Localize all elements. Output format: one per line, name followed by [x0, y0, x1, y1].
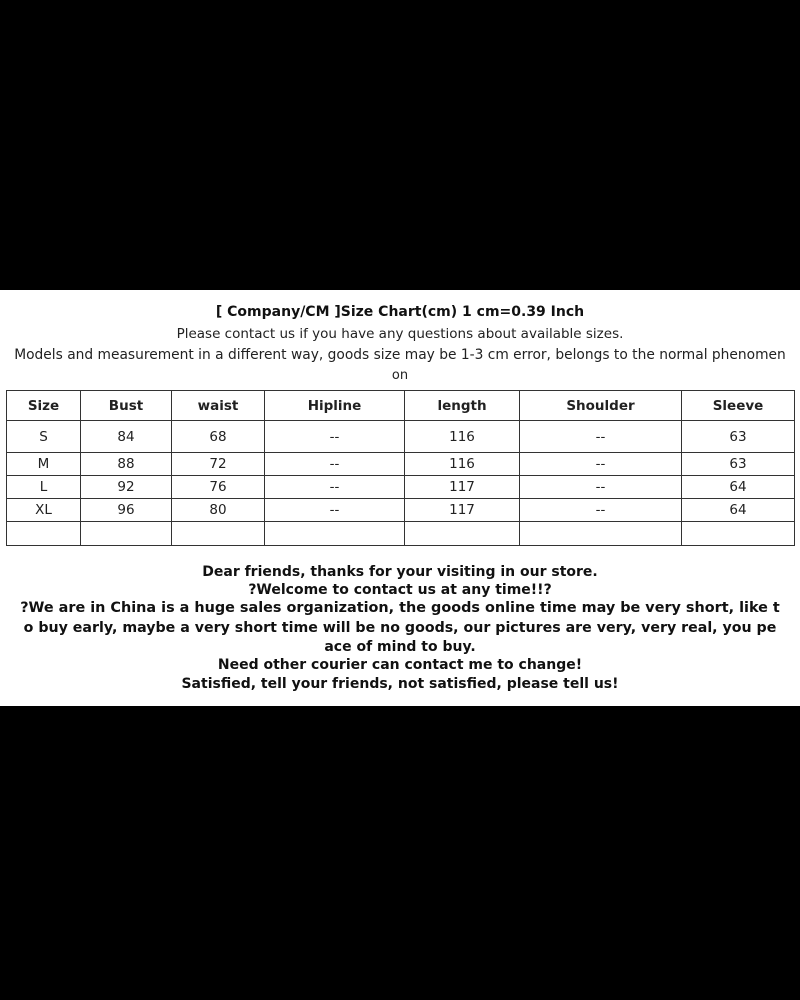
table-cell: 116	[405, 421, 520, 453]
table-cell-empty	[81, 522, 172, 546]
table-cell: S	[7, 421, 81, 453]
footer-notice-line: ace of mind to buy.	[324, 639, 476, 655]
table-cell: --	[265, 421, 405, 453]
size-chart-title: [ Company/CM ]Size Chart(cm) 1 cm=0.39 Inch	[215, 304, 585, 320]
table-cell: L	[7, 476, 81, 499]
footer-satisfaction-note: Satisfied, tell your friends, not satisfied, please tell us!	[181, 676, 619, 692]
table-row	[7, 421, 795, 453]
table-cell: 63	[682, 453, 795, 476]
table-cell: XL	[7, 499, 81, 522]
table-cell: --	[520, 476, 682, 499]
table-row	[7, 499, 795, 522]
table-cell: 63	[682, 421, 795, 453]
table-cell: 72	[172, 453, 265, 476]
table-cell: --	[520, 499, 682, 522]
table-cell: 84	[81, 421, 172, 453]
table-cell: --	[520, 453, 682, 476]
table-header-row	[7, 391, 795, 421]
table-cell: 96	[81, 499, 172, 522]
column-header-bust: Bust	[81, 391, 172, 421]
table-cell-empty	[7, 522, 81, 546]
table-cell: 64	[682, 476, 795, 499]
table-cell: --	[520, 421, 682, 453]
table-cell: 64	[682, 499, 795, 522]
table-row	[7, 453, 795, 476]
size-table	[6, 390, 795, 546]
table-cell: --	[265, 476, 405, 499]
footer-welcome: ?Welcome to contact us at any time!!?	[248, 582, 552, 598]
table-cell: --	[265, 499, 405, 522]
column-header-length: length	[405, 391, 520, 421]
table-cell-empty	[405, 522, 520, 546]
footer-greeting: Dear friends, thanks for your visiting in our store.	[202, 564, 598, 580]
table-row	[7, 476, 795, 499]
column-header-size: Size	[7, 391, 81, 421]
table-cell: 88	[81, 453, 172, 476]
footer-notice-line: o buy early, maybe a very short time will be no goods, our pictures are very, very real, you pe	[23, 620, 777, 636]
table-cell-empty	[682, 522, 795, 546]
table-cell: 92	[81, 476, 172, 499]
column-header-sleeve: Sleeve	[682, 391, 795, 421]
table-cell: 76	[172, 476, 265, 499]
table-cell-empty	[520, 522, 682, 546]
table-cell: 80	[172, 499, 265, 522]
table-cell: 116	[405, 453, 520, 476]
measurement-note: Models and measurement in a different way, goods size may be 1-3 cm error, belongs to the normal phenomen	[14, 347, 786, 363]
table-cell: 68	[172, 421, 265, 453]
footer-courier-note: Need other courier can contact me to change!	[217, 657, 583, 673]
table-row-empty	[7, 522, 795, 546]
measurement-note-wrap: on	[391, 368, 409, 383]
column-header-hipline: Hipline	[265, 391, 405, 421]
column-header-shoulder: Shoulder	[520, 391, 682, 421]
table-cell: 117	[405, 499, 520, 522]
table-cell: M	[7, 453, 81, 476]
table-cell: 117	[405, 476, 520, 499]
contact-note: Please contact us if you have any questions about available sizes.	[176, 326, 624, 342]
footer-notice-line: ?We are in China is a huge sales organization, the goods online time may be very short, like t	[20, 600, 780, 616]
table-cell-empty	[172, 522, 265, 546]
table-cell: --	[265, 453, 405, 476]
column-header-waist: waist	[172, 391, 265, 421]
table-cell-empty	[265, 522, 405, 546]
size-chart-panel	[0, 290, 800, 706]
